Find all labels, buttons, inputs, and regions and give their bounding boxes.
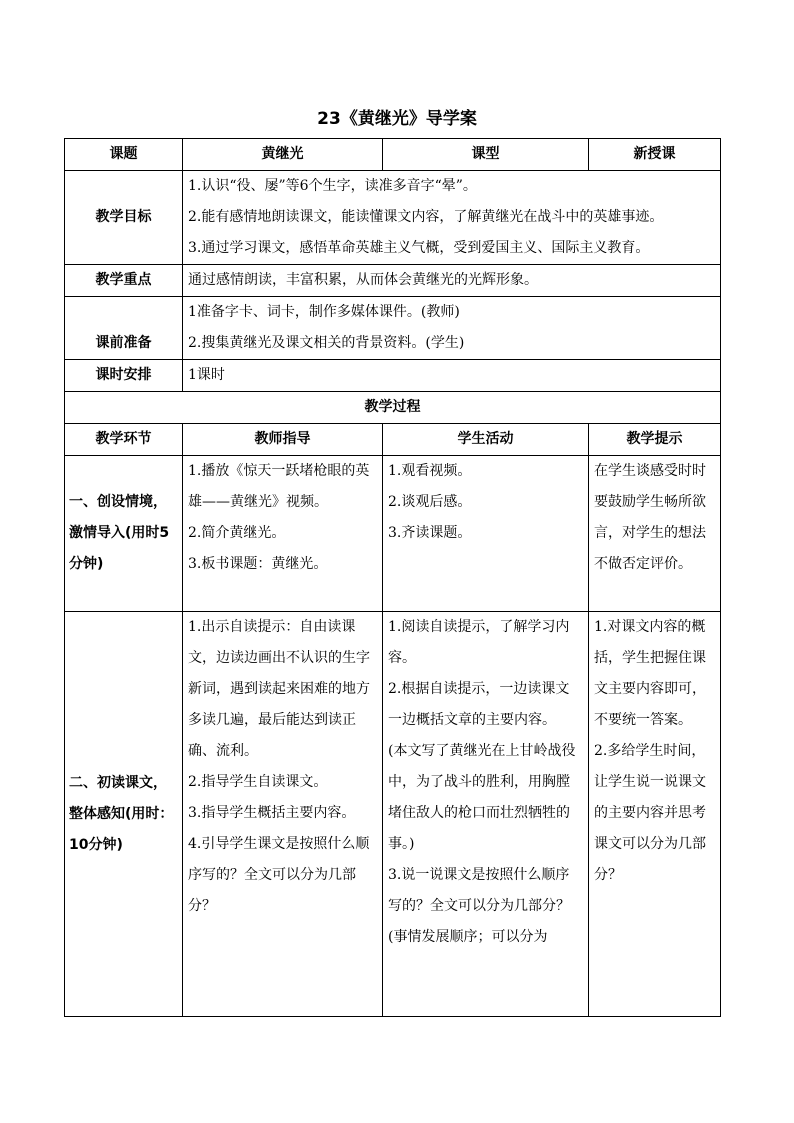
student-step: 1.观看视频。 — [388, 463, 472, 479]
student-step: 2.谈观后感。 — [388, 494, 472, 510]
teacher-step: 2.简介黄继光。 — [188, 525, 286, 541]
column-header-teacher: 教师指导 — [183, 424, 383, 456]
process-row-2 — [65, 612, 721, 1017]
column-header-student: 学生活动 — [383, 424, 589, 456]
focus-label: 教学重点 — [65, 265, 183, 297]
column-header-stage: 教学环节 — [65, 424, 183, 456]
type-label: 课型 — [383, 139, 589, 171]
goal-item: 3.通过学习课文，感悟革命英雄主义气概，受到爱国主义、国际主义教育。 — [188, 240, 650, 256]
hours-text: 1课时 — [183, 360, 721, 392]
hours-row — [65, 360, 721, 392]
goals-content — [183, 171, 721, 265]
type-value: 新授课 — [589, 139, 721, 171]
student-step: 1.阅读自读提示，了解学习内容。 — [388, 619, 570, 666]
teacher-step: 3.板书课题：黄继光。 — [188, 556, 328, 572]
teacher-step: 1.出示自读提示：自由读课文，边读边画出不认识的生字新词，遇到读起来困难的地方多读几遍，最后能达到读正确、流利。 — [188, 619, 370, 759]
prep-item: 1准备字卡、词卡，制作多媒体课件。(教师) — [188, 304, 460, 320]
process-columns-row — [65, 424, 721, 456]
tip-item: 在学生谈感受时时要鼓励学生畅所欲言，对学生的想法不做否定评价。 — [594, 463, 706, 572]
lesson-plan-table — [64, 138, 721, 1017]
student-cell — [383, 456, 589, 612]
student-step: (本文写了黄继光在上甘岭战役中，为了战斗的胜利，用胸膛堵住敌人的枪口而壮烈牺牲的事。) — [388, 743, 576, 852]
prep-item: 2.搜集黄继光及课文相关的背景资料。(学生) — [188, 335, 465, 351]
page-title: 23《黄继光》导学案 — [317, 109, 477, 129]
prep-label: 课前准备 — [65, 297, 183, 360]
goals-row — [65, 171, 721, 265]
student-cell — [383, 612, 589, 1017]
teacher-cell — [183, 456, 383, 612]
process-row-1 — [65, 456, 721, 612]
process-title: 教学过程 — [65, 392, 721, 424]
header-row — [65, 139, 721, 171]
stage-cell: 一、创设情境，激情导入(用时5分钟) — [65, 456, 183, 612]
topic-value: 黄继光 — [183, 139, 383, 171]
prep-row — [65, 297, 721, 360]
goals-label: 教学目标 — [65, 171, 183, 265]
column-header-tips: 教学提示 — [589, 424, 721, 456]
student-step: (事情发展顺序；可以分为 — [388, 929, 548, 945]
hours-label: 课时安排 — [65, 360, 183, 392]
goal-item: 2.能有感情地朗读课文，能读懂课文内容，了解黄继光在战斗中的英雄事迹。 — [188, 209, 664, 225]
tip-item: 2.多给学生时间，让学生说一说课文的主要内容并思考课文可以分为几部分？ — [594, 743, 706, 883]
student-step: 2.根据自读提示，一边读课文一边概括文章的主要内容。 — [388, 681, 570, 728]
student-step: 3.说一说课文是按照什么顺序写的？全文可以分为几部分？ — [388, 867, 570, 914]
tips-cell — [589, 612, 721, 1017]
teacher-step: 3.指导学生概括主要内容。 — [188, 805, 356, 821]
stage-cell: 二、初读课文，整体感知(用时：10分钟) — [65, 612, 183, 1017]
teacher-step: 1.播放《惊天一跃堵枪眼的英雄——黄继光》视频。 — [188, 463, 370, 510]
teacher-cell — [183, 612, 383, 1017]
topic-label: 课题 — [65, 139, 183, 171]
tips-cell — [589, 456, 721, 612]
focus-row — [65, 265, 721, 297]
teacher-step: 4.引导学生课文是按照什么顺序写的？全文可以分为几部分？ — [188, 836, 370, 914]
teacher-step: 2.指导学生自读课文。 — [188, 774, 328, 790]
focus-text: 通过感情朗读，丰富积累，从而体会黄继光的光辉形象。 — [183, 265, 721, 297]
process-title-row — [65, 392, 721, 424]
prep-content — [183, 297, 721, 360]
goal-item: 1.认识“役、屡”等6个生字，读准多音字“晕”。 — [188, 178, 477, 194]
tip-item: 1.对课文内容的概括，学生把握住课文主要内容即可，不要统一答案。 — [594, 619, 706, 728]
student-step: 3.齐读课题。 — [388, 525, 472, 541]
